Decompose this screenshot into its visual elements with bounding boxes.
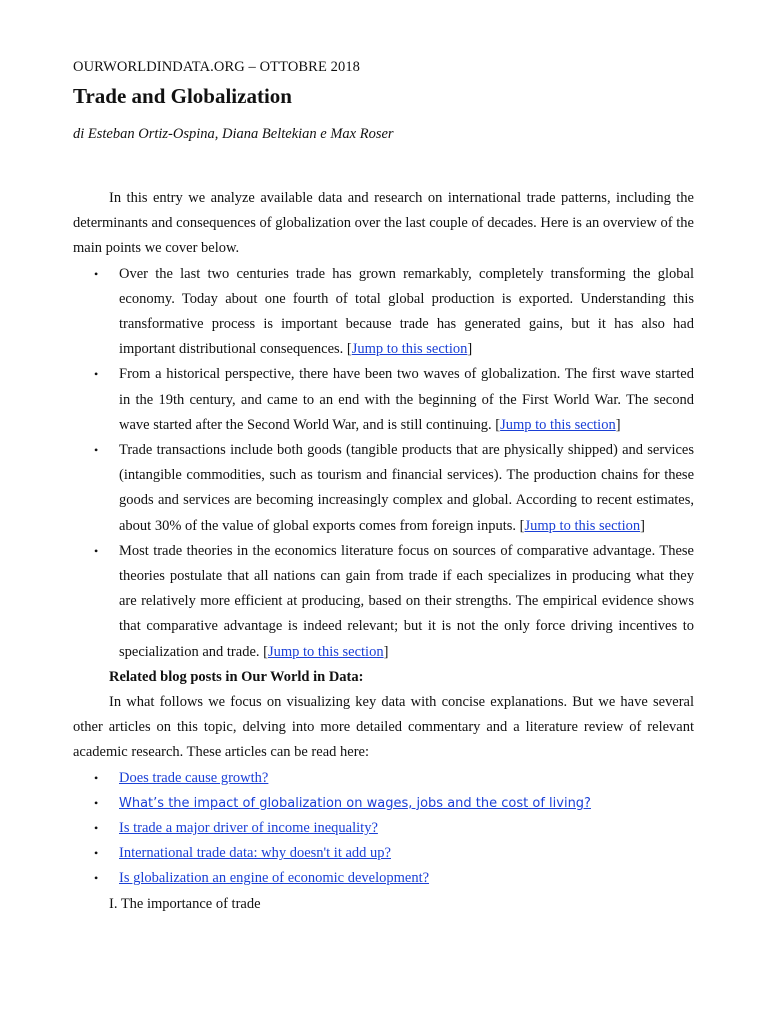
blog-post-link-economic-development[interactable]: Is globalization an engine of economic development?	[119, 870, 430, 887]
bullet-icon: •	[94, 795, 99, 810]
bullet-icon: •	[94, 266, 99, 281]
key-points-list	[73, 262, 694, 665]
bullet-icon: •	[94, 846, 99, 861]
bullet-icon: •	[94, 871, 99, 886]
key-point-1: • Over the last two centuries trade has grown remarkably, completely transforming the global economy. Today about one fourth of total global production is exported. Understanding this transformative process is important because trade has generated gains, but it has also had important distributional consequences. [Jump to this section]	[73, 262, 694, 363]
blog-post-item	[73, 766, 694, 791]
key-point-text: From a historical perspective, there have been two waves of globalization. The first wave started in the 19th century, and came to an end with the beginning of the First World War. The second wave started after the Second World War, and is still continuing. [	[119, 366, 694, 433]
key-point-4: • Most trade theories in the economics literature focus on sources of comparative advantage. These theories postulate that all nations can gain from trade if each specializes in producing what they are relatively more efficient at producing, based on their strengths. The empirical evidence shows that comparative advantage is indeed relevant; but it is not the only force driving incentives to specialization and trade. [Jump to this section]	[73, 539, 694, 665]
jump-to-section-link-4[interactable]: Jump to this section	[267, 643, 384, 660]
key-point-text: Trade transactions include both goods (tangible products that are physically shipped) and services (intangible commodities, such as tourism and financial services). The production chains for these goods and services are becoming increasingly complex and global. According to recent estimates, about 30% of the value of global exports comes from foreign inputs. [	[119, 442, 694, 534]
blog-post-link-income-inequality[interactable]: Is trade a major driver of income inequality?	[119, 820, 378, 837]
jump-to-section-link-1[interactable]: Jump to this section	[351, 341, 468, 358]
authors-line: di Esteban Ortiz-Ospina, Diana Beltekian e Max Roser	[73, 126, 394, 142]
bullet-icon: •	[94, 367, 99, 382]
bullet-icon: •	[94, 443, 99, 458]
blog-post-link-globalization-wages[interactable]: What’s the impact of globalization on wages, jobs and the cost of living?	[119, 795, 591, 811]
intro-paragraph: In this entry we analyze available data and research on international trade patterns, including the determinants and consequences of globalization over the last couple of decades. Here is an overview of the main points we cover below.	[73, 190, 694, 257]
key-point-2: • From a historical perspective, there have been two waves of globalization. The first wave started in the 19th century, and came to an end with the beginning of the First World War. The second wave started after the Second World War, and is still continuing. [Jump to this section]	[73, 362, 694, 438]
page-title: Trade and Globalization	[73, 84, 292, 108]
key-point-text: Most trade theories in the economics literature focus on sources of comparative advantage. These theories postulate that all nations can gain from trade if each specializes in producing what they are relatively more efficient at producing, based on their strengths. The empirical evidence shows that comparative advantage is indeed relevant; but it is not the only force driving incentives to specialization and trade. [	[119, 542, 694, 660]
blog-post-link-trade-data[interactable]: International trade data: why doesn't it add up?	[119, 845, 391, 862]
key-point-text: Over the last two centuries trade has grown remarkably, completely transforming the global economy. Today about one fourth of total global production is exported. Understanding this transformative process is important because trade has generated gains, but it has also had important distributional consequences. [	[119, 265, 694, 358]
blog-post-item	[73, 791, 694, 816]
blog-post-item	[73, 841, 694, 866]
blog-post-item	[73, 866, 694, 891]
bullet-icon: •	[94, 821, 99, 836]
related-posts-heading: Related blog posts in Our World in Data:	[109, 668, 364, 685]
jump-to-section-link-3[interactable]: Jump to this section	[524, 517, 641, 534]
blog-post-link-trade-growth[interactable]: Does trade cause growth?	[119, 769, 269, 786]
key-point-3: • Trade transactions include both goods (tangible products that are physically shipped) and services (intangible commodities, such as tourism and financial services). The production chains for these goods and services are becoming increasingly complex and global. According to recent estimates, about 30% of the value of global exports comes from foreign inputs. [Jump to this section]	[73, 438, 694, 539]
source-header: OURWORLDINDATA.ORG – OTTOBRE 2018	[73, 59, 361, 75]
article-body	[73, 186, 694, 917]
section-heading: I. The importance of trade	[109, 895, 261, 912]
blog-posts-list	[73, 766, 694, 892]
related-posts-intro: In what follows we focus on visualizing key data with concise explanations. But we have several other articles on this topic, delving into more detailed commentary and a literature review of relevant academic research. These articles can be read here:	[73, 694, 694, 761]
bullet-icon: •	[94, 770, 99, 785]
jump-to-section-link-2[interactable]: Jump to this section	[500, 416, 616, 433]
bullet-icon: •	[94, 543, 99, 558]
blog-post-item	[73, 816, 694, 841]
